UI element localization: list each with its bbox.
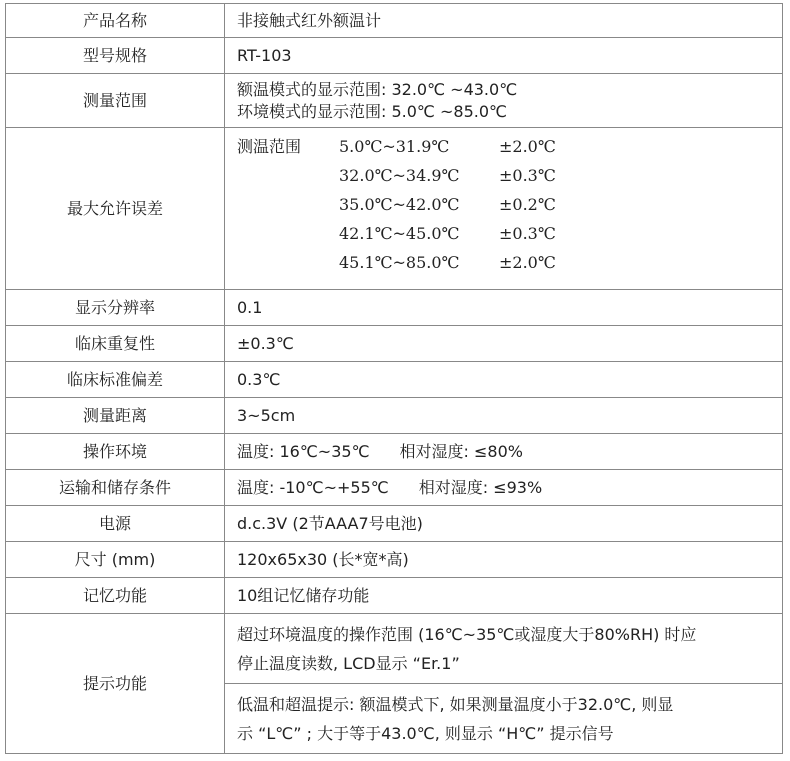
error-range-row xyxy=(237,161,556,190)
row-product-name xyxy=(6,4,783,38)
value-prompt-temp xyxy=(225,684,783,754)
label-operating-env: 操作环境 xyxy=(6,434,225,470)
tolerance-value: ±2.0℃ xyxy=(499,253,556,272)
label-power: 电源 xyxy=(6,506,225,542)
label-memory: 记忆功能 xyxy=(6,578,225,614)
row-storage-cond xyxy=(6,470,783,506)
row-resolution xyxy=(6,290,783,326)
tolerance-value: ±0.2℃ xyxy=(499,195,556,214)
label-resolution: 显示分辨率 xyxy=(6,290,225,326)
row-power xyxy=(6,506,783,542)
value-measure-range xyxy=(225,74,783,128)
value-operating-env xyxy=(225,434,783,470)
spec-table xyxy=(5,3,783,754)
row-model xyxy=(6,38,783,74)
error-range-row xyxy=(237,248,556,277)
value-storage-cond xyxy=(225,470,783,506)
value-resolution: 0.1 xyxy=(225,290,783,326)
row-size xyxy=(6,542,783,578)
range-label: 测温范围 xyxy=(237,137,302,156)
value-prompt-range xyxy=(225,614,783,684)
operating-temperature: 温度: 16℃~35℃ xyxy=(237,441,370,461)
error-range-row xyxy=(237,132,556,161)
measure-range-ambient: 环境模式的显示范围: 5.0℃ ~85.0℃ xyxy=(237,101,507,121)
value-distance: 3~5cm xyxy=(225,398,783,434)
storage-temperature: 温度: -10℃~+55℃ xyxy=(237,477,389,497)
value-power: d.c.3V (2节AAA7号电池) xyxy=(225,506,783,542)
label-clinical-std-dev: 临床标准偏差 xyxy=(6,362,225,398)
prompt-temp-line: 低温和超温提示: 额温模式下, 如果测量温度小于32.0℃, 则显 xyxy=(237,694,674,714)
label-clinical-repeatability: 临床重复性 xyxy=(6,326,225,362)
label-max-error: 最大允许误差 xyxy=(6,128,225,290)
tolerance-value: ±2.0℃ xyxy=(499,137,556,156)
label-size: 尺寸 (mm) xyxy=(6,542,225,578)
range-value: 42.1℃~45.0℃ xyxy=(339,224,460,243)
label-product-name: 产品名称 xyxy=(6,4,225,38)
row-clinical-std-dev xyxy=(6,362,783,398)
value-max-error xyxy=(225,128,783,290)
label-distance: 测量距离 xyxy=(6,398,225,434)
operating-humidity: 相对湿度: ≤80% xyxy=(399,441,523,461)
prompt-range-line: 停止温度读数, LCD显示 “Er.1” xyxy=(237,653,460,673)
range-value: 5.0℃~31.9℃ xyxy=(339,137,450,156)
label-storage-cond: 运输和储存条件 xyxy=(6,470,225,506)
row-distance xyxy=(6,398,783,434)
value-model: RT-103 xyxy=(225,38,783,74)
prompt-range-line: 超过环境温度的操作范围 (16℃~35℃或湿度大于80%RH) 时应 xyxy=(237,624,697,644)
value-clinical-repeatability: ±0.3℃ xyxy=(225,326,783,362)
row-max-error xyxy=(6,128,783,290)
row-clinical-repeatability xyxy=(6,326,783,362)
range-value: 45.1℃~85.0℃ xyxy=(339,253,460,272)
tolerance-value: ±0.3℃ xyxy=(499,224,556,243)
prompt-temp-line: 示 “L℃” ; 大于等于43.0℃, 则显示 “H℃” 提示信号 xyxy=(237,723,614,743)
label-prompt: 提示功能 xyxy=(6,614,225,754)
tolerance-value: ±0.3℃ xyxy=(499,166,556,185)
row-operating-env xyxy=(6,434,783,470)
error-range-row xyxy=(237,190,556,219)
value-memory: 10组记忆储存功能 xyxy=(225,578,783,614)
measure-range-forehead: 额温模式的显示范围: 32.0℃ ~43.0℃ xyxy=(237,79,518,99)
storage-humidity: 相对湿度: ≤93% xyxy=(418,477,543,497)
label-measure-range: 测量范围 xyxy=(6,74,225,128)
row-memory xyxy=(6,578,783,614)
label-model: 型号规格 xyxy=(6,38,225,74)
value-product-name: 非接触式红外额温计 xyxy=(225,4,783,38)
range-value: 35.0℃~42.0℃ xyxy=(339,195,460,214)
error-range-grid xyxy=(237,132,556,277)
row-prompt-a xyxy=(6,614,783,684)
range-value: 32.0℃~34.9℃ xyxy=(339,166,460,185)
row-measure-range xyxy=(6,74,783,128)
value-size: 120x65x30 (长*宽*高) xyxy=(225,542,783,578)
value-clinical-std-dev: 0.3℃ xyxy=(225,362,783,398)
error-range-row xyxy=(237,219,556,248)
